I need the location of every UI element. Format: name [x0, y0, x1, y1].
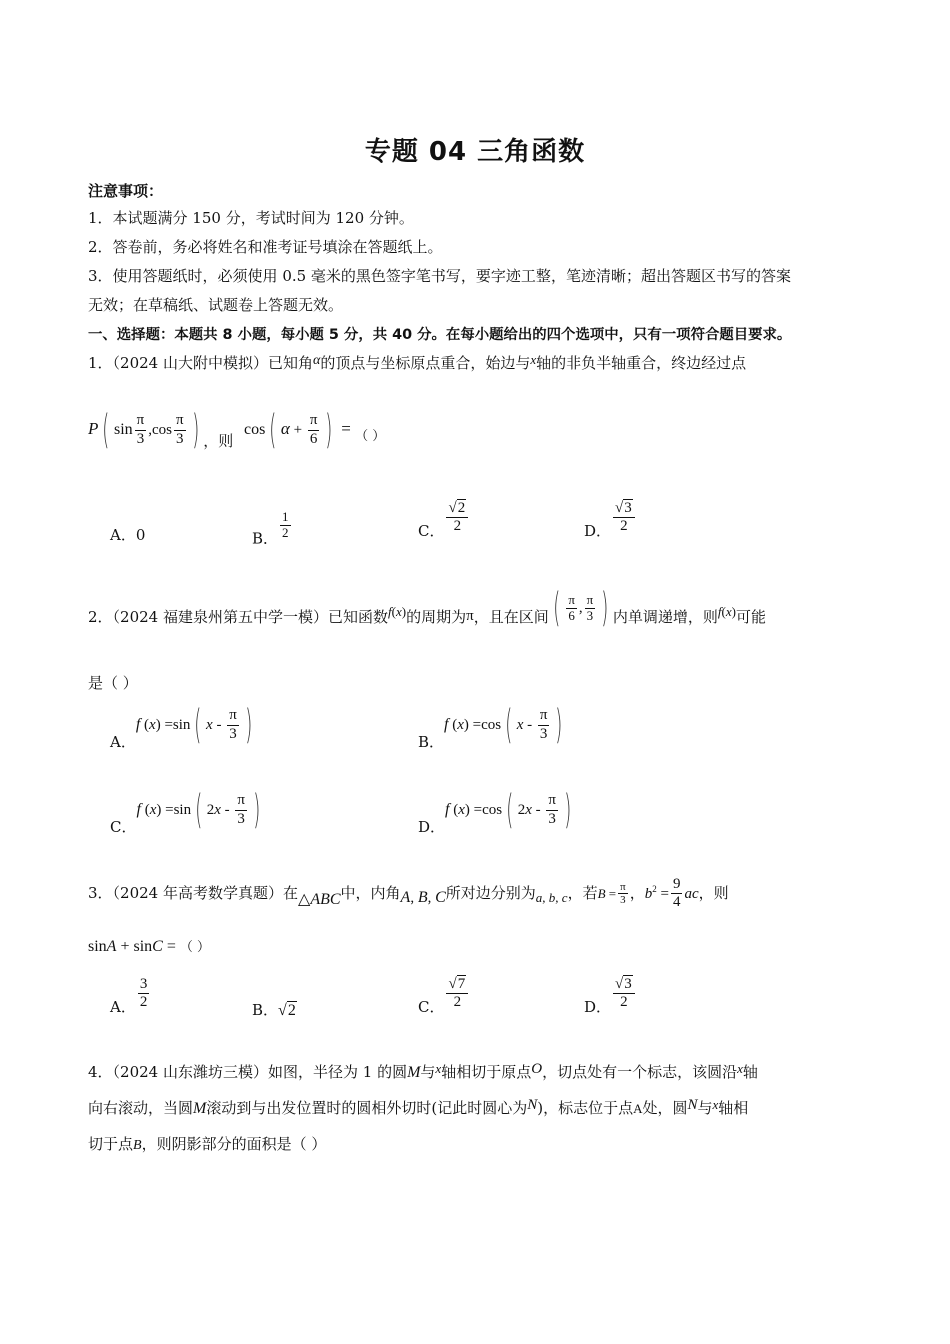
option-c[interactable]: C．f (x) =sin ( 2x - $\frac{\pi}{3}$ ) — [110, 787, 261, 836]
page-title: 专题 04 三角函数 — [364, 137, 586, 167]
question-4-stem-line3: 切于点B，则阴影部分的面积是（ ） — [88, 1135, 327, 1153]
question-2-stem: 2．（2024 福建泉州第五中学一模）已知函数f(x)的周期为π，且在区间 ( $\frac{\pi}{6}$ , $\frac{\pi}{3}$ ) 内单调递增，则f(x)可能 — [88, 585, 766, 631]
question-3-stem: 3．（2024 年高考数学真题）在△ABC中，内角A, B, C所对边分别为a, b, c，若B = $\frac{\pi}{3}$ ，$b^2$ = $\frac{9}{4}$ ac，则 — [88, 876, 729, 911]
question-1-stem: 1．（2024 山大附中模拟）已知角α的顶点与坐标原点重合，始边与x轴的非负半轴重合，终边经过点 — [88, 352, 747, 372]
notice-heading: 注意事项： — [88, 182, 164, 200]
notice-item: 无效；在草稿纸、试题卷上答题无效。 — [88, 296, 344, 314]
option-d[interactable]: D． $\frac{√3}{2}$ — [584, 500, 637, 541]
notice-item: 1．本试题满分 150 分，考试时间为 120 分钟。 — [88, 209, 414, 227]
question-1-formula: P ( sin $\frac{\pi}{3}$ ,cos $\frac{\pi}{3}$ ) ，则 cos ( α + $\frac{\pi}{6}$ ) = （ ） — [88, 407, 386, 453]
option-d[interactable]: D． $\frac{√3}{2}$ — [584, 976, 637, 1017]
question-4-stem: 4．（2024 山东潍坊三模）如图，半径为 1 的圆M与x轴相切于原点O，切点处有一个标志，该圆沿x轴 — [88, 1061, 758, 1081]
question-2-stem-cont: 是（ ） — [88, 674, 138, 692]
option-c[interactable]: C． $\frac{√7}{2}$ — [418, 976, 470, 1017]
option-d[interactable]: D．f (x) =cos ( 2x - $\frac{\pi}{3}$ ) — [418, 787, 572, 836]
question-4-stem-line2: 向右滚动，当圆M滚动到与出发位置时的圆相外切时(记此时圆心为N)，标志位于点A处，圆N与x轴相 — [88, 1097, 749, 1117]
option-b[interactable]: B．√2 — [252, 1001, 296, 1019]
option-b[interactable]: B． $\frac{1}{2}$ — [252, 509, 289, 548]
notice-item: 3．使用答题纸时，必须使用 0.5 毫米的黑色签字笔书写，要字迹工整，笔迹清晰；超出答题区书写的答案 — [88, 267, 791, 285]
section-heading: 一、选择题：本题共 8 小题，每小题 5 分，共 40 分。在每小题给出的四个选项中，只有一项符合题目要求。 — [88, 327, 792, 343]
question-3-stem-cont: sinA + sinC = （ ） — [88, 938, 210, 955]
option-a[interactable]: A．f (x) =sin ( x - $\frac{\pi}{3}$ ) — [110, 702, 253, 751]
notice-item: 2．答卷前，务必将姓名和准考证号填涂在答题纸上。 — [88, 238, 443, 256]
option-c[interactable]: C． $\frac{√2}{2}$ — [418, 500, 470, 541]
option-b[interactable]: B．f (x) =cos ( x - $\frac{\pi}{3}$ ) — [418, 702, 563, 751]
option-a[interactable]: A． $\frac{3}{2}$ — [110, 976, 148, 1016]
option-a[interactable]: A．0 — [110, 526, 146, 544]
